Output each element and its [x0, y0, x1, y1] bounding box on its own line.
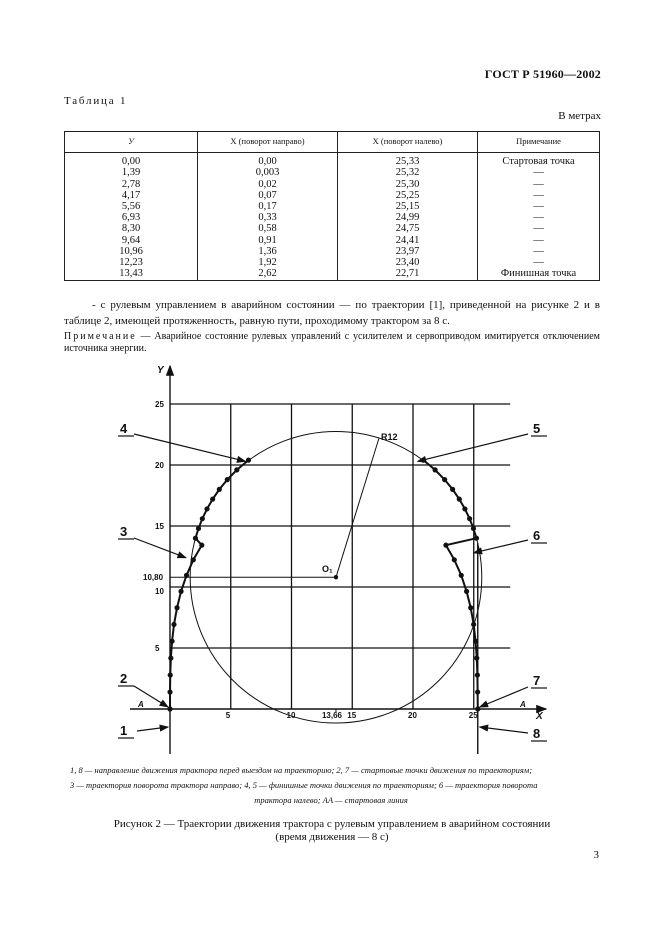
trajectory-point: [178, 589, 183, 594]
trajectory-point: [467, 516, 472, 521]
table-cell: —: [478, 257, 600, 268]
callout-number: 6: [533, 528, 541, 543]
table-row: [65, 223, 600, 234]
table-row: [65, 179, 600, 190]
legend-line: трактора налево; AA — стартовая линия: [254, 795, 408, 805]
callout-number: 5: [533, 421, 541, 436]
table-cell: 24,75: [338, 223, 478, 234]
x-axis-label: X: [536, 711, 543, 722]
table-cell: 2,62: [198, 268, 338, 281]
y-tick-label: 15: [155, 522, 164, 531]
callout-number: 8: [533, 726, 541, 741]
table-cell: —: [478, 223, 600, 234]
start-line-label-left: A: [138, 700, 144, 709]
trajectory-point: [473, 639, 478, 644]
table-cell: Финишная точка: [478, 268, 600, 281]
table-cell: 13,43: [65, 268, 198, 281]
table-cell: 10,96: [65, 246, 198, 257]
right-turn-trajectory: [170, 460, 248, 709]
trajectory-point: [452, 557, 457, 562]
table-cell: 25,32: [338, 167, 478, 178]
page-number: 3: [593, 849, 599, 861]
callout-number: 4: [120, 421, 128, 436]
table-cell: 24,41: [338, 235, 478, 246]
trajectory-point: [443, 543, 448, 548]
callouts: [118, 421, 547, 741]
legend-line: 1, 8 — направление движения трактора перед выездом на траекторию; 2, 7 — стартовые точки движения по траекториям;: [70, 765, 533, 775]
table-cell: —: [478, 190, 600, 201]
trajectory-point: [167, 706, 172, 711]
table-cell: 8,30: [65, 223, 198, 234]
table-cell: 1,92: [198, 257, 338, 268]
trajectory-point: [225, 477, 230, 482]
table-cell: 25,25: [338, 190, 478, 201]
table-row: [65, 235, 600, 246]
callout-number: 3: [120, 524, 128, 539]
table-cell: 1,36: [198, 246, 338, 257]
y-tick-label: 20: [155, 461, 164, 470]
x-tick-label: 5: [225, 711, 231, 720]
trajectory-point: [471, 622, 476, 627]
trajectory-point: [193, 536, 198, 541]
trajectory-point: [475, 672, 480, 677]
legend-line: 3 — траектория поворота трактора направо; 4, 5 — финишные точки движения по траекториям; 6 — траектория поворота: [70, 780, 538, 790]
trajectory-point: [168, 656, 173, 661]
callout-arrow: [137, 727, 168, 731]
callout-arrow: [474, 540, 528, 553]
callout-arrow: [134, 538, 186, 558]
trajectory-point: [169, 639, 174, 644]
trajectory-point: [199, 543, 204, 548]
trajectory-point: [196, 526, 201, 531]
column-header: X (поворот налево): [338, 132, 478, 153]
trajectory-point: [174, 605, 179, 610]
note-label: Примечание: [64, 331, 137, 342]
trajectory-point: [191, 557, 196, 562]
center-label: O₁: [321, 564, 333, 575]
table-cell: 22,71: [338, 268, 478, 281]
table-row: [65, 153, 600, 168]
column-header: У: [65, 132, 198, 153]
table-cell: 24,99: [338, 212, 478, 223]
table-cell: —: [478, 246, 600, 257]
trajectory-point: [200, 516, 205, 521]
trajectory-point: [168, 672, 173, 677]
table-cell: 5,56: [65, 201, 198, 212]
trajectory-point: [234, 467, 239, 472]
table-cell: 0,33: [198, 212, 338, 223]
figure-legend: [70, 763, 592, 808]
column-header: X (поворот направо): [198, 132, 338, 153]
table-cell: —: [478, 235, 600, 246]
table-cell: 25,15: [338, 201, 478, 212]
trajectory-point: [167, 689, 172, 694]
y-tick-label: 10: [155, 587, 164, 596]
table-row: [65, 257, 600, 268]
table-cell: 0,00: [198, 153, 338, 168]
table-cell: 0,07: [198, 190, 338, 201]
note-paragraph: [64, 331, 600, 355]
trajectory-point: [442, 477, 447, 482]
radius-line: [336, 438, 379, 577]
table-cell: 0,58: [198, 223, 338, 234]
trajectory-point: [468, 605, 473, 610]
table-cell: 0,00: [65, 153, 198, 168]
trajectory-point: [459, 573, 464, 578]
table-cell: —: [478, 179, 600, 190]
y-tick-label: 10,80: [143, 573, 164, 583]
center-point: [334, 575, 338, 579]
y-tick-label: 5: [155, 644, 160, 653]
callout-arrow: [418, 434, 528, 461]
trajectory-point: [210, 497, 215, 502]
callout-number: 7: [533, 673, 541, 688]
trajectory-point: [450, 487, 455, 492]
trajectory-point: [171, 622, 176, 627]
table-cell: 4,17: [65, 190, 198, 201]
trajectory-figure: [0, 355, 661, 755]
table-row: [65, 212, 600, 223]
trajectory-point: [464, 589, 469, 594]
trajectory-point: [462, 506, 467, 511]
x-tick-label: 15: [347, 711, 357, 720]
table-units: В метрах: [558, 110, 601, 122]
start-line-label-right: A: [520, 700, 526, 709]
table-cell: 0,003: [198, 167, 338, 178]
trajectory-point: [246, 458, 251, 463]
table-cell: 1,39: [65, 167, 198, 178]
table-cell: 23,97: [338, 246, 478, 257]
trajectory-point: [474, 656, 479, 661]
table-body: [65, 153, 600, 281]
table-cell: Стартовая точка: [478, 153, 600, 168]
figure-title: [64, 818, 600, 844]
x-tick-label: 13,66: [321, 711, 343, 720]
y-axis-label: Y: [157, 365, 164, 376]
trajectory-point: [474, 536, 479, 541]
table-cell: 9,64: [65, 235, 198, 246]
table-row: [65, 190, 600, 201]
table-row: [65, 201, 600, 212]
callout-arrow: [134, 434, 245, 461]
paragraph-text: - с рулевым управлением в аварийном состоянии — по траектории [1], приведенной на рисунке 2 и в таблице 2, имеющей протяженность, равную пути, проходимому трактором за 8 с.: [64, 299, 600, 327]
figure-title-line: Рисунок 2 — Траектории движения трактора с рулевым управлением в аварийном состоянии: [113, 818, 551, 830]
callout-arrow: [480, 727, 528, 733]
trajectory-point: [471, 526, 476, 531]
table-cell: 0,02: [198, 179, 338, 190]
data-table: [64, 131, 600, 281]
x-tick-label: 20: [408, 711, 417, 720]
column-header: Примечание: [478, 132, 600, 153]
callout-number: 2: [120, 671, 128, 686]
y-tick-label: 25: [155, 400, 164, 409]
table-cell: —: [478, 212, 600, 223]
table-cell: 2,78: [65, 179, 198, 190]
x-tick-label: 25: [468, 711, 478, 720]
note-text: — Аварийное состояние рулевых управлений с усилителем и сервоприводом имитируется отключением источника энергии.: [64, 331, 600, 354]
table-cell: 0,17: [198, 201, 338, 212]
callout-number: 1: [120, 723, 128, 738]
table-cell: 6,93: [65, 212, 198, 223]
trajectory-point: [432, 467, 437, 472]
trajectory-point: [204, 506, 209, 511]
body-paragraph: [64, 297, 600, 329]
table-cell: —: [478, 201, 600, 212]
table-label: Таблица 1: [64, 95, 128, 107]
table-row: [65, 268, 600, 281]
trajectory-point: [217, 487, 222, 492]
table-row: [65, 246, 600, 257]
table-cell: —: [478, 167, 600, 178]
table-cell: 25,33: [338, 153, 478, 168]
figure-grid: [170, 404, 510, 709]
table-row: [65, 167, 600, 178]
trajectory-point: [475, 689, 480, 694]
table-cell: 25,30: [338, 179, 478, 190]
figure-title-line: (время движения — 8 с): [275, 831, 389, 843]
left-turn-trajectory: [423, 460, 477, 709]
x-tick-label: 10: [286, 711, 296, 720]
radius-label: R12: [380, 432, 398, 443]
trajectory-point: [457, 497, 462, 502]
table-cell: 23,40: [338, 257, 478, 268]
table-cell: 0,91: [198, 235, 338, 246]
table-header-row: [65, 132, 600, 153]
table-cell: 12,23: [65, 257, 198, 268]
document-header: ГОСТ Р 51960—2002: [484, 67, 601, 81]
